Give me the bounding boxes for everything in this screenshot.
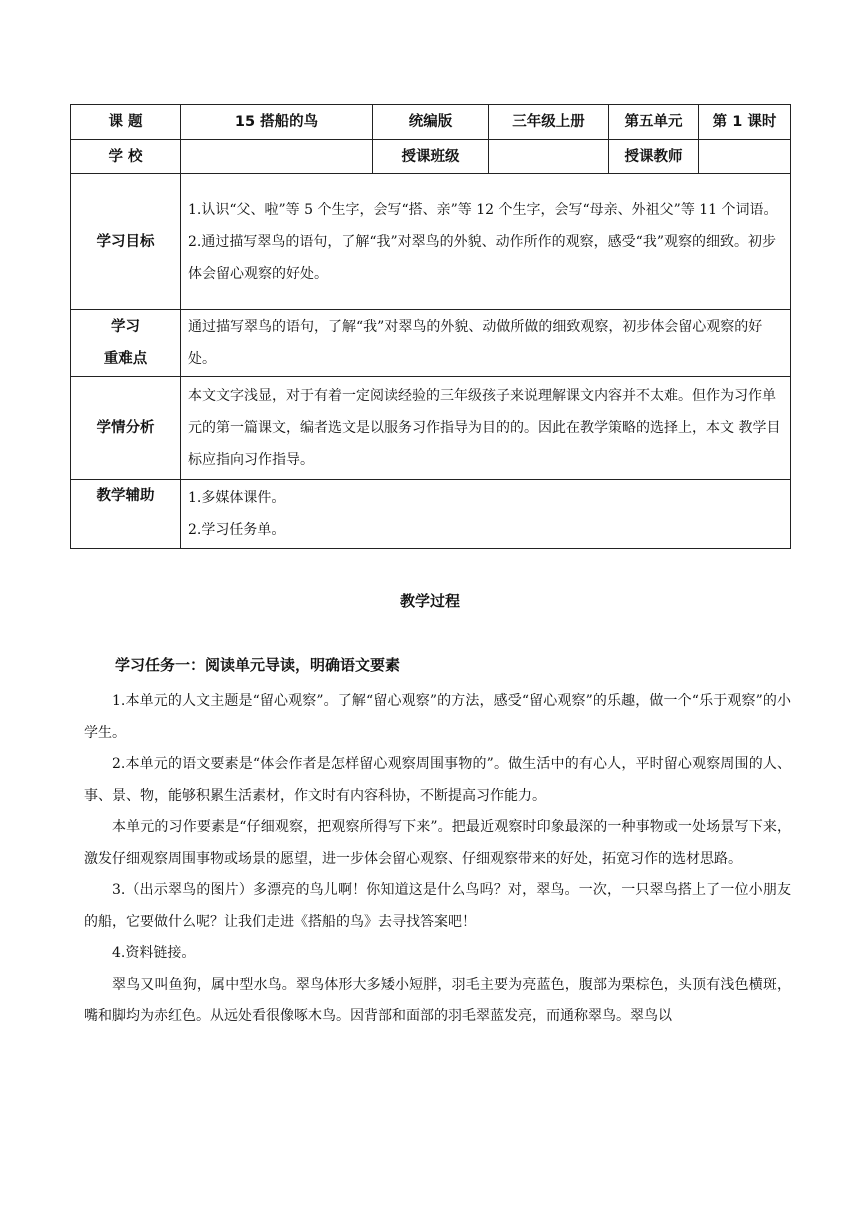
teacher-value [699,140,791,174]
key-points-label-line2: 重难点 [103,351,148,367]
paragraph: 3.（出示翠鸟的图片）多漂亮的鸟儿啊！你知道这是什么鸟吗？对，翠鸟。一次，一只翠鸟搭上了一位小朋友的船，它要做什么呢？让我们走进《搭船的鸟》去寻找答案吧！ [84,882,791,930]
key-points-label-line1: 学习 [111,319,140,335]
paragraph: 4.资料链接。 [112,945,196,961]
class-value [489,140,609,174]
paragraph: 2.本单元的语文要素是“体会作者是怎样留心观察周围事物的”。做生活中的有心人，平时留心观察周围的人、事、景、物，能够积累生活素材，作文时有内容科协，不断提高习作能力。 [84,756,791,804]
grade: 三年级上册 [489,105,609,140]
table-row-key-points [71,310,791,377]
process-title: 教学过程 [399,592,460,610]
table-row-goals [71,174,791,310]
analysis-text: 本文文字浅显，对于有着一定阅读经验的三年级孩子来说理解课文内容并不太难。但作为习作单元的第一篇课文，编者选文是以服务习作指导为目的的。因此在教学策略的选择上，本文 教学目标应指向习作指导。 [188,388,781,468]
lesson-plan-table [70,104,791,549]
paragraph: 1.本单元的人文主题是“留心观察”。了解“留心观察”的方法，感受“留心观察”的乐趣，做一个“乐于观察”的小学生。 [84,693,791,741]
task1-heading: 学习任务一：阅读单元导读，明确语文要素 [115,656,401,674]
table-row-school [71,140,791,174]
goals-label: 学习目标 [71,174,181,310]
table-row-aids [71,480,791,549]
unit: 第五单元 [609,105,699,140]
aids-content [181,480,791,549]
table-row-analysis [71,377,791,480]
paragraph: 本单元的习作要素是“仔细观察，把观察所得写下来”。把最近观察时印象最深的一种事物或一处场景写下来，激发仔细观察周围事物或场景的愿望，进一步体会留心观察、仔细观察带来的好处，拓宽习作的选材思路。 [84,819,791,867]
school-label: 学 校 [71,140,181,174]
goals-content [181,174,791,310]
key-points-content [181,310,791,377]
table-row-lesson [71,105,791,140]
teacher-label: 授课教师 [609,140,699,174]
lesson-title: 15 搭船的鸟 [181,105,373,140]
paragraph: 翠鸟又叫鱼狗，属中型水鸟。翠鸟体形大多矮小短胖，羽毛主要为亮蓝色，腹部为栗棕色，头顶有浅色横斑，嘴和脚均为赤红色。从远处看很像啄木鸟。因背部和面部的羽毛翠蓝发亮，而通称翠鸟。翠鸟以 [84,976,791,1024]
key-points-label [71,310,181,377]
process-body [84,686,791,1033]
class-label: 授课班级 [373,140,489,174]
key-points-text: 通过描写翠鸟的语句，了解“我”对翠鸟的外貌、动做所做的细致观察，初步体会留心观察的好处。 [188,319,763,367]
goal-item: 2.通过描写翠鸟的语句，了解“我”对翠鸟的外貌、动作所作的观察，感受“我”观察的细致。初步体会留心观察的好处。 [188,233,776,282]
aids-label: 教学辅助 [71,480,181,549]
edition: 统编版 [373,105,489,140]
period: 第 1 课时 [699,105,791,140]
analysis-label: 学情分析 [71,377,181,480]
aid-item: 1.多媒体课件。 [188,490,286,506]
aid-item: 2.学习任务单。 [188,522,286,538]
goal-item: 1.认识“父、啦”等 5 个生字，会写“搭、亲”等 12 个生字，会写“母亲、外祖父”等 11 个词语。 [188,201,778,218]
lesson-label: 课 题 [71,105,181,140]
analysis-content [181,377,791,480]
school-value [181,140,373,174]
